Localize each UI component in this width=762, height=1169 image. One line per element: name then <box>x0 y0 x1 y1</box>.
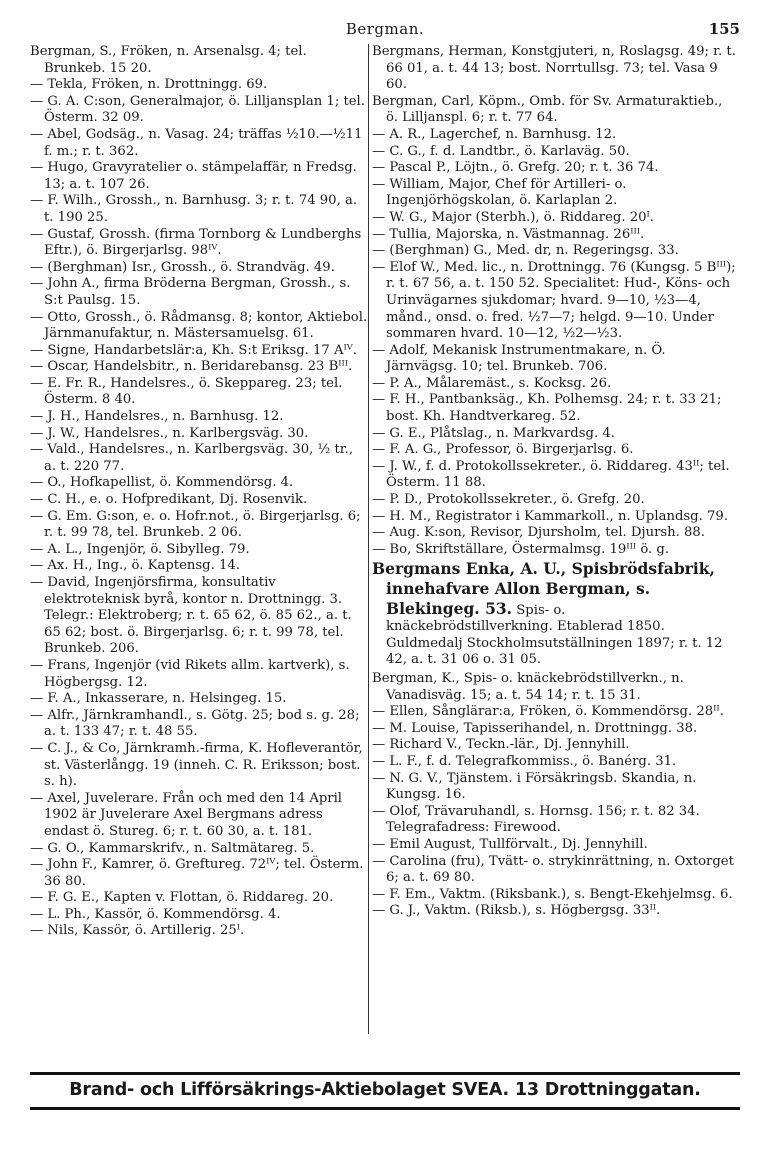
directory-entry: — C. J., & Co, Järnkramh.-firma, K. Hofleverantör, st. Västerlångg. 19 (inneh. C. R. Eriksson; bost. s. h). <box>30 740 363 790</box>
directory-entry: — Olof, Trävaruhandl, s. Hornsg. 156; r. t. 82 34. Telegrafadress: Firewood. <box>372 803 700 836</box>
directory-entry: — G. O., Kammarskrifv., n. Saltmätareg. 5. <box>30 840 315 856</box>
directory-entry: — H. M., Registrator i Kammarkoll., n. Uplandsg. 79. <box>372 508 728 524</box>
firm-advertisement <box>372 560 736 669</box>
footer-rule-top <box>30 1072 740 1075</box>
right-column <box>372 44 736 920</box>
footer-advertisement <box>30 1072 740 1112</box>
page-header <box>30 20 740 42</box>
directory-entry: — W. G., Major (Sterbh.), ö. Riddareg. 20ᴵ. <box>372 209 654 225</box>
directory-entry: — Signe, Handarbetslär:a, Kh. S:t Eriksg. 17 Aᴵⱽ. <box>30 342 357 358</box>
directory-entry: — Otto, Grossh., ö. Rådmansg. 8; kontor, Aktiebol. Järnmanufaktur, n. Mästersamuelsg. 61. <box>30 309 368 342</box>
right-entries-b <box>372 671 736 920</box>
directory-entry: — David, Ingenjörsfirma, konsultativ elektroteknisk byrå, kontor n. Drottningg. 3. Telegr.: Elektroberg; r. t. 65 62, ö. 85 62., a. t. 65 62; bost. ö. Birgerjarlsg. 6; r. t. 99 78, tel. Brunkeb. 206. <box>30 575 352 657</box>
directory-entry: — P. A., Målaremäst., s. Kocksg. 26. <box>372 375 612 391</box>
directory-entry: — G. A. C:son, Generalmajor, ö. Lilljansplan 1; tel. Österm. 32 09. <box>30 93 365 126</box>
directory-entry: — Pascal P., Löjtn., ö. Grefg. 20; r. t. 36 74. <box>372 160 659 176</box>
directory-entry: — (Berghman) G., Med. dr, n. Regeringsg. 33. <box>372 243 679 259</box>
directory-entry: — F. A. G., Professor, ö. Birgerjarlsg. 6. <box>372 442 634 458</box>
directory-entry: — C. H., e. o. Hofpredikant, Dj. Rosenvik. <box>30 492 308 508</box>
directory-entry: — Alfr., Järnkramhandl., s. Götg. 25; bod s. g. 28; a. t. 133 47; r. t. 48 55. <box>30 707 360 740</box>
right-entries-a <box>372 44 736 558</box>
directory-entry: — Tullia, Majorska, n. Västmannag. 26ᴵᴵᴵ. <box>372 226 645 242</box>
directory-entry: Bergman, S., Fröken, n. Arsenalsg. 4; tel. Brunkeb. 15 20. <box>30 44 307 76</box>
directory-entry: — L. Ph., Kassör, ö. Kommendörsg. 4. <box>30 906 281 922</box>
directory-entry: — F. Em., Vaktm. (Riksbank.), s. Bengt-Ekehjelmsg. 6. <box>372 886 733 902</box>
directory-entry: — P. D., Protokollssekreter., ö. Grefg. 20. <box>372 492 645 508</box>
directory-entry: — John A., firma Bröderna Bergman, Grossh., s. S:t Paulsg. 15. <box>30 276 351 308</box>
running-title: Bergman. <box>345 20 425 38</box>
footer-rule-bottom <box>30 1107 740 1110</box>
firm-text: Spis- o. knäckebrödstillverkning. Etablerad 1850. Guldmedalj Stockholmsutställningen 1897; r. t. 12 42, a. t. 31 06 o. 31 05. <box>386 602 723 668</box>
directory-entry: — Nils, Kassör, ö. Artillerig. 25ᴵ. <box>30 923 245 939</box>
directory-entry: — Abel, Godsäg., n. Vasag. 24; träffas ½10.—½11 f. m.; r. t. 362. <box>30 126 363 159</box>
directory-entry: — Tekla, Fröken, n. Drottningg. 69. <box>30 77 268 93</box>
directory-entry: — Bo, Skriftställare, Östermalmsg. 19ᴵᴵᴵ ö. g. <box>372 541 670 557</box>
directory-entry: — Ax. H., Ing., ö. Kaptensg. 14. <box>30 558 240 574</box>
directory-entry: — Adolf, Mekanisk Instrumentmakare, n. Ö. Järnvägsg. 10; tel. Brunkeb. 706. <box>372 342 666 375</box>
directory-entry: — Frans, Ingenjör (vid Rikets allm. kartverk), s. Högbergsg. 12. <box>30 657 350 690</box>
directory-entry: — G. J., Vaktm. (Riksb.), s. Högbergsg. 33ᴵᴵ. <box>372 903 661 919</box>
directory-entry: — A. L., Ingenjör, ö. Sibylleg. 79. <box>30 541 250 557</box>
columns <box>30 44 740 1069</box>
directory-entry: — O., Hofkapellist, ö. Kommendörsg. 4. <box>30 475 294 491</box>
directory-entry: — E. Fr. R., Handelsres., ö. Skeppareg. 23; tel. Österm. 8 40. <box>30 375 343 408</box>
directory-entry: — Axel, Juvelerare. Från och med den 14 April 1902 är Juvelerare Axel Bergmans adress endast ö. Stureg. 6; r. t. 60 30, a. t. 181. <box>30 790 343 839</box>
directory-entry: — J. H., Handelsres., n. Barnhusg. 12. <box>30 409 284 425</box>
directory-entry: — Gustaf, Grossh. (firma Tornborg & Lundberghs Eftr.), ö. Birgerjarlsg. 98ᴵⱽ. <box>30 226 362 259</box>
directory-entry: — M. Louise, Tapisserihandel, n. Drottningg. 38. <box>372 720 698 736</box>
directory-entry: — G. E., Plåtslag., n. Markvardsg. 4. <box>372 425 615 441</box>
directory-entry: — (Berghman) Isr., Grossh., ö. Strandväg. 49. <box>30 259 335 275</box>
directory-entry: — Oscar, Handelsbitr., n. Beridarebansg. 23 Bᴵᴵᴵ. <box>30 359 353 375</box>
directory-entry: — N. G. V., Tjänstem. i Försäkringsb. Skandia, n. Kungsg. 16. <box>372 770 697 803</box>
firm-title: Bergmans Enka, A. U., Spisbrödsfabrik, innehafvare Allon Bergman, s. Blekingeg. 53. <box>372 559 715 618</box>
directory-entry: — F. H., Pantbanksäg., Kh. Polhemsg. 24; r. t. 33 21; bost. Kh. Handtverkareg. 52. <box>372 392 722 425</box>
directory-entry: Bergmans, Herman, Konstgjuteri, n, Roslagsg. 49; r. t. 66 01, a. t. 44 13; bost. Norrtullsg. 73; tel. Vasa 9 60. <box>372 44 736 93</box>
directory-entry: — Emil August, Tullförvalt., Dj. Jennyhill. <box>372 836 648 852</box>
directory-entry: — A. R., Lagerchef, n. Barnhusg. 12. <box>372 126 617 142</box>
directory-entry: Bergman, Carl, Köpm., Omb. för Sv. Armaturaktieb., ö. Lilljanspl. 6; r. t. 77 64. <box>372 93 723 126</box>
directory-entry: — Elof W., Med. lic., n. Drottningg. 76 (Kungsg. 5 Bᴵᴵᴵ); r. t. 67 56, a. t. 150 52. Specialitet: Hud-, Köns- och Urinvägarnes sjukdomar; hvard. 9—10, ½3—4, månd., onsd. o. fred. ½7—7; helgd. 9—10. Under sommaren hvard. 10—12, ½2—½3. <box>372 259 736 342</box>
directory-entry: — Vald., Handelsres., n. Karlbergsväg. 30, ½ tr., a. t. 220 77. <box>30 442 354 474</box>
directory-entry: Bergman, K., Spis- o. knäckebrödstillverkn., n. Vanadisväg. 15; a. t. 54 14; r. t. 15 31. <box>372 670 684 703</box>
directory-entry: — F. A., Inkasserare, n. Helsingeg. 15. <box>30 691 287 707</box>
directory-entry: — Ellen, Sånglärar:a, Fröken, ö. Kommendörsg. 28ᴵᴵ. <box>372 704 724 720</box>
directory-entry: — F. Wilh., Grossh., n. Barnhusg. 3; r. t. 74 90, a. t. 190 25. <box>30 193 358 225</box>
directory-entry: — J. W., f. d. Protokollssekreter., ö. Riddareg. 43ᴵᴵ; tel. Österm. 11 88. <box>372 458 730 491</box>
directory-entry: — Hugo, Gravyratelier o. stämpelaffär, n Fredsg. 13; a. t. 107 26. <box>30 160 357 192</box>
directory-entry: — G. Em. G:son, e. o. Hofr.not., ö. Birgerjarlsg. 6; r. t. 99 78, tel. Brunkeb. 2 06. <box>30 508 361 541</box>
directory-entry: — J. W., Handelsres., n. Karlbergsväg. 30. <box>30 425 309 441</box>
directory-entry: — Richard V., Teckn.-lär., Dj. Jennyhill. <box>372 737 630 753</box>
page-number: 155 <box>708 20 740 38</box>
directory-entry: — F. G. E., Kapten v. Flottan, ö. Riddareg. 20. <box>30 890 334 906</box>
footer-text: Brand- och Lifförsäkrings-Aktiebolaget SVEA. 13 Drottninggatan. <box>69 1080 701 1100</box>
left-column <box>30 44 368 940</box>
directory-entry: — C. G., f. d. Landtbr., ö. Karlaväg. 50. <box>372 143 630 159</box>
directory-entry: — John F., Kamrer, ö. Greftureg. 72ᴵⱽ; tel. Österm. 36 80. <box>30 857 364 889</box>
directory-entry: — William, Major, Chef för Artilleri- o. Ingenjörhögskolan, ö. Karlaplan 2. <box>372 176 627 209</box>
directory-entry: — Carolina (fru), Tvätt- o. strykinrättning, n. Oxtorget 6; a. t. 69 80. <box>372 853 734 886</box>
directory-entry: — Aug. K:son, Revisor, Djursholm, tel. Djursh. 88. <box>372 525 705 541</box>
directory-entry: — L. F., f. d. Telegrafkommiss., ö. Banérg. 31. <box>372 753 677 769</box>
